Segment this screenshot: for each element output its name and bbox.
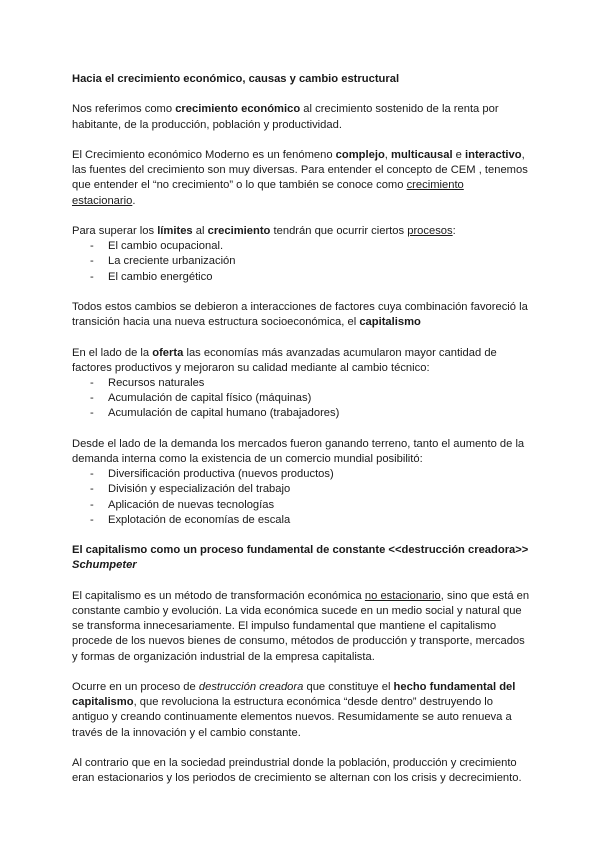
bold-term: crecimiento económico — [175, 103, 301, 116]
text: Para superar los — [72, 224, 158, 237]
paragraph-limites — [72, 224, 530, 239]
text: que constituye el — [303, 680, 394, 693]
document-title: Hacia el crecimiento económico, causas y cambio estructural — [72, 73, 400, 85]
paragraph-destruccion-creadora — [72, 680, 530, 741]
section-heading-capitalismo — [72, 543, 530, 573]
list-demanda — [72, 467, 530, 528]
paragraph-transicion — [72, 300, 530, 330]
text: al crecimiento sostenido de la renta por habitante, de la producción, población y productividad. — [72, 103, 499, 131]
list-item: - La creciente urbanización — [72, 254, 530, 269]
text: , las fuentes del crecimiento son muy diversas. Para entender el concepto de CEM , tenemos que entender el “no crecimiento” o lo que también se conoce como — [72, 148, 528, 192]
paragraph-demanda: Desde el lado de la demanda los mercados fueron ganando terreno, tanto el aumento de la demanda interna como la existencia de un comercio mundial posibilitó: — [72, 437, 525, 465]
text: , sino que está en constante cambio y evolución. La vida económica sucede en un medio social y natural que se transforma innecesariamente. El impulso fundamental que mantiene el capitalismo procede de los nuevos bienes de consumo, métodos de producción y transporte, mercados y formas de organización industrial de la empresa capitalista. — [72, 589, 530, 663]
heading-author: Schumpeter — [72, 559, 137, 572]
text: tendrán que ocurrir ciertos — [270, 224, 408, 237]
text: , — [384, 148, 391, 161]
bold-term: límites — [157, 224, 193, 237]
text: Nos referimos como — [72, 103, 176, 116]
list-item: - El cambio energético — [72, 270, 530, 285]
text: En el lado de la — [72, 346, 153, 359]
paragraph-cem — [72, 148, 530, 209]
list-item: - Aplicación de nuevas tecnologías — [72, 498, 530, 513]
bold-term: hecho fundamental del capitalismo — [72, 680, 516, 709]
text: , que revoluciona la estructura económica “desde dentro” destruyendo lo antiguo y creando continuamente elementos nuevos. Resumidamente se auto renueva a través de la innovación y el cambio constante. — [72, 696, 512, 739]
text: Todos estos cambios se debieron a interacciones de factores cuya combinación favoreció la transición hacia una nueva estructura socioeconómica, el — [72, 300, 528, 329]
list-item: - Acumulación de capital físico (máquinas) — [72, 391, 530, 406]
text: al — [192, 224, 208, 237]
list-item: - Diversificación productiva (nuevos productos) — [72, 467, 530, 482]
list-item: - El cambio ocupacional. — [72, 239, 530, 254]
text: Ocurre en un proceso de — [72, 680, 199, 693]
list-item: - Recursos naturales — [72, 376, 530, 391]
list-item: - Explotación de economías de escala — [72, 513, 530, 528]
paragraph-crecimiento-definicion — [72, 102, 530, 132]
bold-term: capitalismo — [359, 316, 421, 329]
bold-term: crecimiento — [207, 224, 271, 237]
list-procesos — [72, 239, 530, 285]
text: : — [452, 224, 456, 237]
bold-term: oferta — [152, 346, 184, 359]
bold-term: multicausal — [391, 148, 453, 161]
text: e — [452, 148, 466, 161]
bold-term: complejo — [335, 148, 385, 161]
text: las economías más avanzadas acumularon mayor cantidad de factores productivos y mejoraron su calidad mediante al cambio técnico: — [72, 346, 497, 374]
text: El Crecimiento económico Moderno es un fenómeno — [72, 148, 336, 161]
text: . — [132, 194, 136, 207]
list-item: - División y especialización del trabajo — [72, 482, 530, 497]
list-item: - Acumulación de capital humano (trabajadores) — [72, 406, 530, 421]
underlined-term: procesos — [407, 224, 453, 237]
bold-term: interactivo — [465, 148, 522, 161]
paragraph-capitalismo-metodo — [72, 589, 530, 665]
list-oferta — [72, 376, 530, 422]
text: El capitalismo es un método de transformación económica — [72, 589, 365, 602]
italic-term: destrucción creadora — [198, 680, 304, 693]
paragraph-sociedad-preindustrial: Al contrario que en la sociedad preindustrial donde la población, producción y crecimiento eran estacionarios y los periodos de crecimiento se alternan con los crisis y decrecimiento. — [72, 756, 522, 785]
underlined-term: no estacionario — [364, 589, 441, 602]
underlined-term: crecimiento estacionario — [72, 179, 464, 207]
paragraph-oferta — [72, 346, 530, 376]
heading-text: El capitalismo como un proceso fundamental de constante <<destrucción creadora>> — [72, 544, 529, 557]
